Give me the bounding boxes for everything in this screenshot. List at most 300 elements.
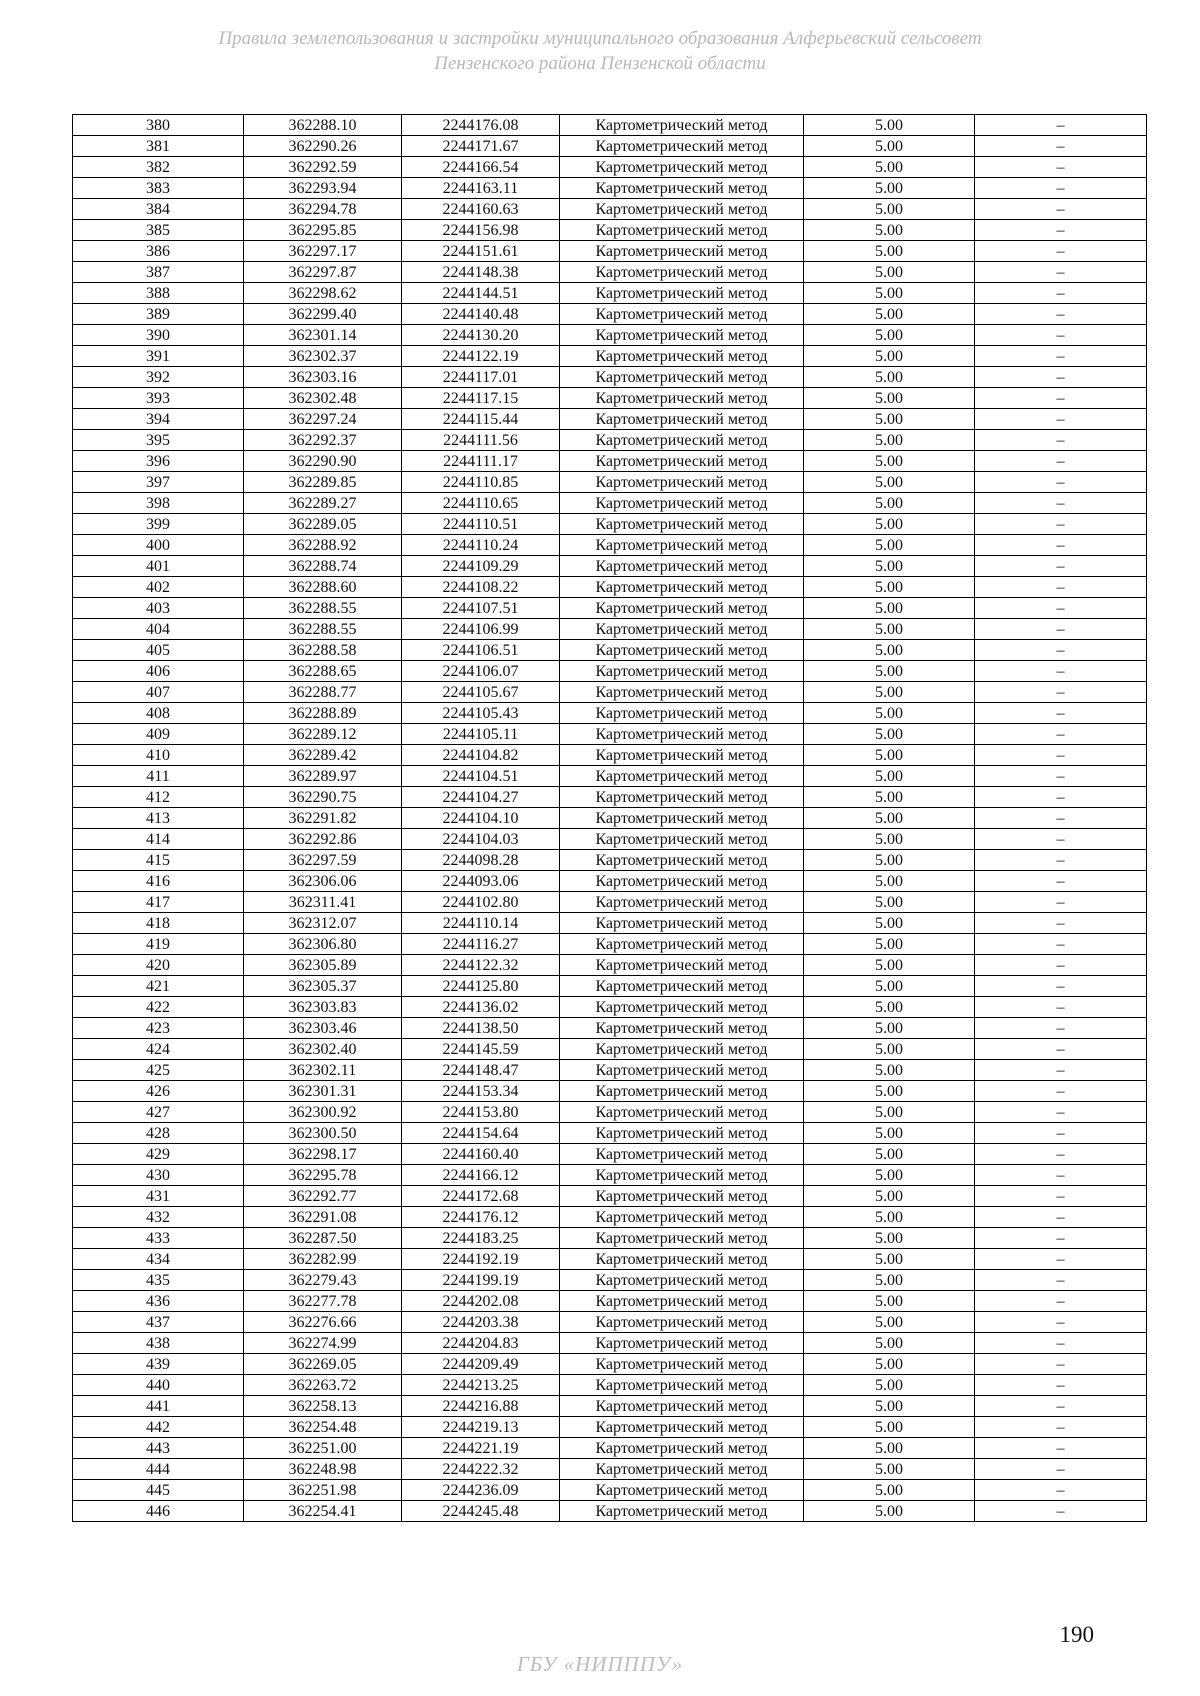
x-coordinate-cell: 362300.50 [244,1123,402,1144]
accuracy-cell: 5.00 [804,1459,975,1480]
y-coordinate-cell: 2244166.54 [402,157,560,178]
table-row [73,535,1147,556]
accuracy-cell: 5.00 [804,997,975,1018]
point-number-cell: 390 [73,325,244,346]
accuracy-cell: 5.00 [804,1291,975,1312]
accuracy-cell: 5.00 [804,1333,975,1354]
accuracy-cell: 5.00 [804,1249,975,1270]
note-cell: – [975,1123,1147,1144]
accuracy-cell: 5.00 [804,766,975,787]
accuracy-cell: 5.00 [804,367,975,388]
x-coordinate-cell: 362292.37 [244,430,402,451]
accuracy-cell: 5.00 [804,1375,975,1396]
note-cell: – [975,724,1147,745]
table-row [73,178,1147,199]
note-cell: – [975,325,1147,346]
x-coordinate-cell: 362289.27 [244,493,402,514]
accuracy-cell: 5.00 [804,955,975,976]
y-coordinate-cell: 2244209.49 [402,1354,560,1375]
point-number-cell: 397 [73,472,244,493]
accuracy-cell: 5.00 [804,346,975,367]
accuracy-cell: 5.00 [804,682,975,703]
y-coordinate-cell: 2244110.65 [402,493,560,514]
method-cell: Картометрический метод [560,997,804,1018]
note-cell: – [975,115,1147,136]
table-row [73,1123,1147,1144]
x-coordinate-cell: 362289.42 [244,745,402,766]
accuracy-cell: 5.00 [804,178,975,199]
accuracy-cell: 5.00 [804,724,975,745]
coordinates-table [72,114,1147,1522]
table-row [73,745,1147,766]
method-cell: Картометрический метод [560,451,804,472]
y-coordinate-cell: 2244110.24 [402,535,560,556]
method-cell: Картометрический метод [560,1291,804,1312]
point-number-cell: 440 [73,1375,244,1396]
table-row [73,871,1147,892]
method-cell: Картометрический метод [560,115,804,136]
y-coordinate-cell: 2244093.06 [402,871,560,892]
x-coordinate-cell: 362290.26 [244,136,402,157]
x-coordinate-cell: 362292.86 [244,829,402,850]
point-number-cell: 393 [73,388,244,409]
y-coordinate-cell: 2244105.11 [402,724,560,745]
y-coordinate-cell: 2244104.10 [402,808,560,829]
point-number-cell: 434 [73,1249,244,1270]
method-cell: Картометрический метод [560,1207,804,1228]
accuracy-cell: 5.00 [804,136,975,157]
table-row [73,598,1147,619]
x-coordinate-cell: 362292.59 [244,157,402,178]
note-cell: – [975,1501,1147,1522]
point-number-cell: 441 [73,1396,244,1417]
point-number-cell: 421 [73,976,244,997]
note-cell: – [975,766,1147,787]
x-coordinate-cell: 362291.08 [244,1207,402,1228]
y-coordinate-cell: 2244192.19 [402,1249,560,1270]
x-coordinate-cell: 362303.83 [244,997,402,1018]
y-coordinate-cell: 2244110.85 [402,472,560,493]
y-coordinate-cell: 2244104.27 [402,787,560,808]
x-coordinate-cell: 362293.94 [244,178,402,199]
y-coordinate-cell: 2244176.12 [402,1207,560,1228]
y-coordinate-cell: 2244104.82 [402,745,560,766]
y-coordinate-cell: 2244202.08 [402,1291,560,1312]
table-row [73,241,1147,262]
y-coordinate-cell: 2244104.51 [402,766,560,787]
x-coordinate-cell: 362291.82 [244,808,402,829]
y-coordinate-cell: 2244117.01 [402,367,560,388]
y-coordinate-cell: 2244109.29 [402,556,560,577]
note-cell: – [975,976,1147,997]
table-row [73,955,1147,976]
x-coordinate-cell: 362306.06 [244,871,402,892]
point-number-cell: 386 [73,241,244,262]
accuracy-cell: 5.00 [804,1438,975,1459]
note-cell: – [975,1165,1147,1186]
note-cell: – [975,598,1147,619]
table-row [73,220,1147,241]
point-number-cell: 430 [73,1165,244,1186]
y-coordinate-cell: 2244163.11 [402,178,560,199]
y-coordinate-cell: 2244148.38 [402,262,560,283]
page-footer: ГБУ «НИПППУ» [516,1652,684,1676]
point-number-cell: 402 [73,577,244,598]
point-number-cell: 428 [73,1123,244,1144]
table-row [73,451,1147,472]
point-number-cell: 423 [73,1018,244,1039]
point-number-cell: 392 [73,367,244,388]
x-coordinate-cell: 362298.62 [244,283,402,304]
x-coordinate-cell: 362299.40 [244,304,402,325]
x-coordinate-cell: 362300.92 [244,1102,402,1123]
method-cell: Картометрический метод [560,1333,804,1354]
note-cell: – [975,157,1147,178]
y-coordinate-cell: 2244204.83 [402,1333,560,1354]
table-row [73,1396,1147,1417]
point-number-cell: 424 [73,1039,244,1060]
note-cell: – [975,430,1147,451]
method-cell: Картометрический метод [560,1144,804,1165]
accuracy-cell: 5.00 [804,787,975,808]
table-row [73,1333,1147,1354]
accuracy-cell: 5.00 [804,640,975,661]
point-number-cell: 437 [73,1312,244,1333]
table-row [73,640,1147,661]
method-cell: Картометрический метод [560,325,804,346]
table-row [73,115,1147,136]
method-cell: Картометрический метод [560,787,804,808]
accuracy-cell: 5.00 [804,1354,975,1375]
point-number-cell: 422 [73,997,244,1018]
y-coordinate-cell: 2244236.09 [402,1480,560,1501]
accuracy-cell: 5.00 [804,514,975,535]
method-cell: Картометрический метод [560,388,804,409]
method-cell: Картометрический метод [560,367,804,388]
y-coordinate-cell: 2244122.32 [402,955,560,976]
method-cell: Картометрический метод [560,1417,804,1438]
y-coordinate-cell: 2244107.51 [402,598,560,619]
accuracy-cell: 5.00 [804,409,975,430]
y-coordinate-cell: 2244245.48 [402,1501,560,1522]
method-cell: Картометрический метод [560,514,804,535]
point-number-cell: 388 [73,283,244,304]
accuracy-cell: 5.00 [804,1228,975,1249]
table-row [73,577,1147,598]
x-coordinate-cell: 362288.60 [244,577,402,598]
table-row [73,472,1147,493]
note-cell: – [975,1375,1147,1396]
note-cell: – [975,388,1147,409]
accuracy-cell: 5.00 [804,703,975,724]
point-number-cell: 420 [73,955,244,976]
note-cell: – [975,262,1147,283]
table-row [73,892,1147,913]
accuracy-cell: 5.00 [804,1123,975,1144]
method-cell: Картометрический метод [560,136,804,157]
method-cell: Картометрический метод [560,1312,804,1333]
x-coordinate-cell: 362254.48 [244,1417,402,1438]
x-coordinate-cell: 362288.77 [244,682,402,703]
accuracy-cell: 5.00 [804,1417,975,1438]
accuracy-cell: 5.00 [804,976,975,997]
method-cell: Картометрический метод [560,472,804,493]
accuracy-cell: 5.00 [804,619,975,640]
accuracy-cell: 5.00 [804,1312,975,1333]
x-coordinate-cell: 362263.72 [244,1375,402,1396]
method-cell: Картометрический метод [560,703,804,724]
page-header [0,26,1200,76]
method-cell: Картометрический метод [560,1459,804,1480]
y-coordinate-cell: 2244222.32 [402,1459,560,1480]
table-row [73,1081,1147,1102]
accuracy-cell: 5.00 [804,1207,975,1228]
y-coordinate-cell: 2244110.51 [402,514,560,535]
point-number-cell: 444 [73,1459,244,1480]
accuracy-cell: 5.00 [804,241,975,262]
note-cell: – [975,892,1147,913]
method-cell: Картометрический метод [560,493,804,514]
note-cell: – [975,703,1147,724]
x-coordinate-cell: 362269.05 [244,1354,402,1375]
point-number-cell: 403 [73,598,244,619]
note-cell: – [975,1018,1147,1039]
note-cell: – [975,577,1147,598]
accuracy-cell: 5.00 [804,493,975,514]
y-coordinate-cell: 2244171.67 [402,136,560,157]
note-cell: – [975,283,1147,304]
x-coordinate-cell: 362288.89 [244,703,402,724]
table-row [73,703,1147,724]
x-coordinate-cell: 362303.16 [244,367,402,388]
accuracy-cell: 5.00 [804,745,975,766]
table-row [73,493,1147,514]
y-coordinate-cell: 2244166.12 [402,1165,560,1186]
method-cell: Картометрический метод [560,1396,804,1417]
note-cell: – [975,1270,1147,1291]
point-number-cell: 435 [73,1270,244,1291]
point-number-cell: 398 [73,493,244,514]
x-coordinate-cell: 362276.66 [244,1312,402,1333]
table-row [73,304,1147,325]
x-coordinate-cell: 362311.41 [244,892,402,913]
accuracy-cell: 5.00 [804,451,975,472]
table-row [73,136,1147,157]
accuracy-cell: 5.00 [804,220,975,241]
x-coordinate-cell: 362298.17 [244,1144,402,1165]
x-coordinate-cell: 362288.92 [244,535,402,556]
y-coordinate-cell: 2244106.99 [402,619,560,640]
point-number-cell: 446 [73,1501,244,1522]
note-cell: – [975,451,1147,472]
table-row [73,409,1147,430]
note-cell: – [975,472,1147,493]
page-number: 190 [1059,1622,1094,1647]
point-number-cell: 416 [73,871,244,892]
accuracy-cell: 5.00 [804,1396,975,1417]
point-number-cell: 432 [73,1207,244,1228]
table-row [73,1228,1147,1249]
y-coordinate-cell: 2244122.19 [402,346,560,367]
point-number-cell: 380 [73,115,244,136]
accuracy-cell: 5.00 [804,1144,975,1165]
point-number-cell: 399 [73,514,244,535]
method-cell: Картометрический метод [560,1249,804,1270]
table-row [73,1102,1147,1123]
note-cell: – [975,178,1147,199]
method-cell: Картометрический метод [560,556,804,577]
x-coordinate-cell: 362295.85 [244,220,402,241]
point-number-cell: 382 [73,157,244,178]
table-row [73,1312,1147,1333]
note-cell: – [975,367,1147,388]
point-number-cell: 414 [73,829,244,850]
note-cell: – [975,556,1147,577]
x-coordinate-cell: 362274.99 [244,1333,402,1354]
accuracy-cell: 5.00 [804,304,975,325]
y-coordinate-cell: 2244108.22 [402,577,560,598]
point-number-cell: 405 [73,640,244,661]
method-cell: Картометрический метод [560,871,804,892]
x-coordinate-cell: 362297.87 [244,262,402,283]
method-cell: Картометрический метод [560,1081,804,1102]
note-cell: – [975,241,1147,262]
accuracy-cell: 5.00 [804,535,975,556]
y-coordinate-cell: 2244111.56 [402,430,560,451]
method-cell: Картометрический метод [560,724,804,745]
x-coordinate-cell: 362290.90 [244,451,402,472]
note-cell: – [975,640,1147,661]
method-cell: Картометрический метод [560,976,804,997]
x-coordinate-cell: 362297.24 [244,409,402,430]
x-coordinate-cell: 362287.50 [244,1228,402,1249]
accuracy-cell: 5.00 [804,430,975,451]
note-cell: – [975,1417,1147,1438]
method-cell: Картометрический метод [560,304,804,325]
accuracy-cell: 5.00 [804,1186,975,1207]
point-number-cell: 413 [73,808,244,829]
note-cell: – [975,1228,1147,1249]
accuracy-cell: 5.00 [804,1501,975,1522]
method-cell: Картометрический метод [560,1018,804,1039]
header-line-1: Правила землепользования и застройки муниципального образования Алферьевский сельсовет [218,28,982,49]
y-coordinate-cell: 2244111.17 [402,451,560,472]
y-coordinate-cell: 2244105.43 [402,703,560,724]
x-coordinate-cell: 362258.13 [244,1396,402,1417]
note-cell: – [975,787,1147,808]
note-cell: – [975,1312,1147,1333]
note-cell: – [975,934,1147,955]
table-row [73,262,1147,283]
table-row [73,724,1147,745]
point-number-cell: 411 [73,766,244,787]
method-cell: Картометрический метод [560,1060,804,1081]
table-row [73,766,1147,787]
table-row [73,619,1147,640]
method-cell: Картометрический метод [560,346,804,367]
note-cell: – [975,304,1147,325]
x-coordinate-cell: 362289.05 [244,514,402,535]
accuracy-cell: 5.00 [804,850,975,871]
accuracy-cell: 5.00 [804,871,975,892]
y-coordinate-cell: 2244183.25 [402,1228,560,1249]
x-coordinate-cell: 362251.00 [244,1438,402,1459]
method-cell: Картометрический метод [560,619,804,640]
note-cell: – [975,955,1147,976]
table-row [73,661,1147,682]
point-number-cell: 425 [73,1060,244,1081]
y-coordinate-cell: 2244110.14 [402,913,560,934]
y-coordinate-cell: 2244160.63 [402,199,560,220]
y-coordinate-cell: 2244098.28 [402,850,560,871]
table-row [73,514,1147,535]
y-coordinate-cell: 2244125.80 [402,976,560,997]
method-cell: Картометрический метод [560,850,804,871]
table-row [73,1291,1147,1312]
accuracy-cell: 5.00 [804,472,975,493]
accuracy-cell: 5.00 [804,1060,975,1081]
method-cell: Картометрический метод [560,598,804,619]
table-row [73,976,1147,997]
y-coordinate-cell: 2244148.47 [402,1060,560,1081]
x-coordinate-cell: 362288.10 [244,115,402,136]
point-number-cell: 408 [73,703,244,724]
y-coordinate-cell: 2244153.34 [402,1081,560,1102]
x-coordinate-cell: 362277.78 [244,1291,402,1312]
accuracy-cell: 5.00 [804,808,975,829]
y-coordinate-cell: 2244130.20 [402,325,560,346]
point-number-cell: 436 [73,1291,244,1312]
point-number-cell: 381 [73,136,244,157]
coordinates-table-body [73,115,1147,1522]
table-row [73,934,1147,955]
table-row [73,1480,1147,1501]
note-cell: – [975,1291,1147,1312]
x-coordinate-cell: 362302.37 [244,346,402,367]
y-coordinate-cell: 2244145.59 [402,1039,560,1060]
note-cell: – [975,136,1147,157]
note-cell: – [975,346,1147,367]
y-coordinate-cell: 2244138.50 [402,1018,560,1039]
point-number-cell: 445 [73,1480,244,1501]
method-cell: Картометрический метод [560,661,804,682]
method-cell: Картометрический метод [560,1438,804,1459]
method-cell: Картометрический метод [560,577,804,598]
accuracy-cell: 5.00 [804,1039,975,1060]
method-cell: Картометрический метод [560,1375,804,1396]
method-cell: Картометрический метод [560,283,804,304]
accuracy-cell: 5.00 [804,577,975,598]
method-cell: Картометрический метод [560,1228,804,1249]
y-coordinate-cell: 2244116.27 [402,934,560,955]
note-cell: – [975,199,1147,220]
point-number-cell: 439 [73,1354,244,1375]
method-cell: Картометрический метод [560,241,804,262]
point-number-cell: 394 [73,409,244,430]
point-number-cell: 431 [73,1186,244,1207]
method-cell: Картометрический метод [560,409,804,430]
x-coordinate-cell: 362248.98 [244,1459,402,1480]
point-number-cell: 426 [73,1081,244,1102]
method-cell: Картометрический метод [560,682,804,703]
table-row [73,346,1147,367]
method-cell: Картометрический метод [560,1354,804,1375]
accuracy-cell: 5.00 [804,1270,975,1291]
table-row [73,1354,1147,1375]
y-coordinate-cell: 2244140.48 [402,304,560,325]
point-number-cell: 385 [73,220,244,241]
method-cell: Картометрический метод [560,535,804,556]
